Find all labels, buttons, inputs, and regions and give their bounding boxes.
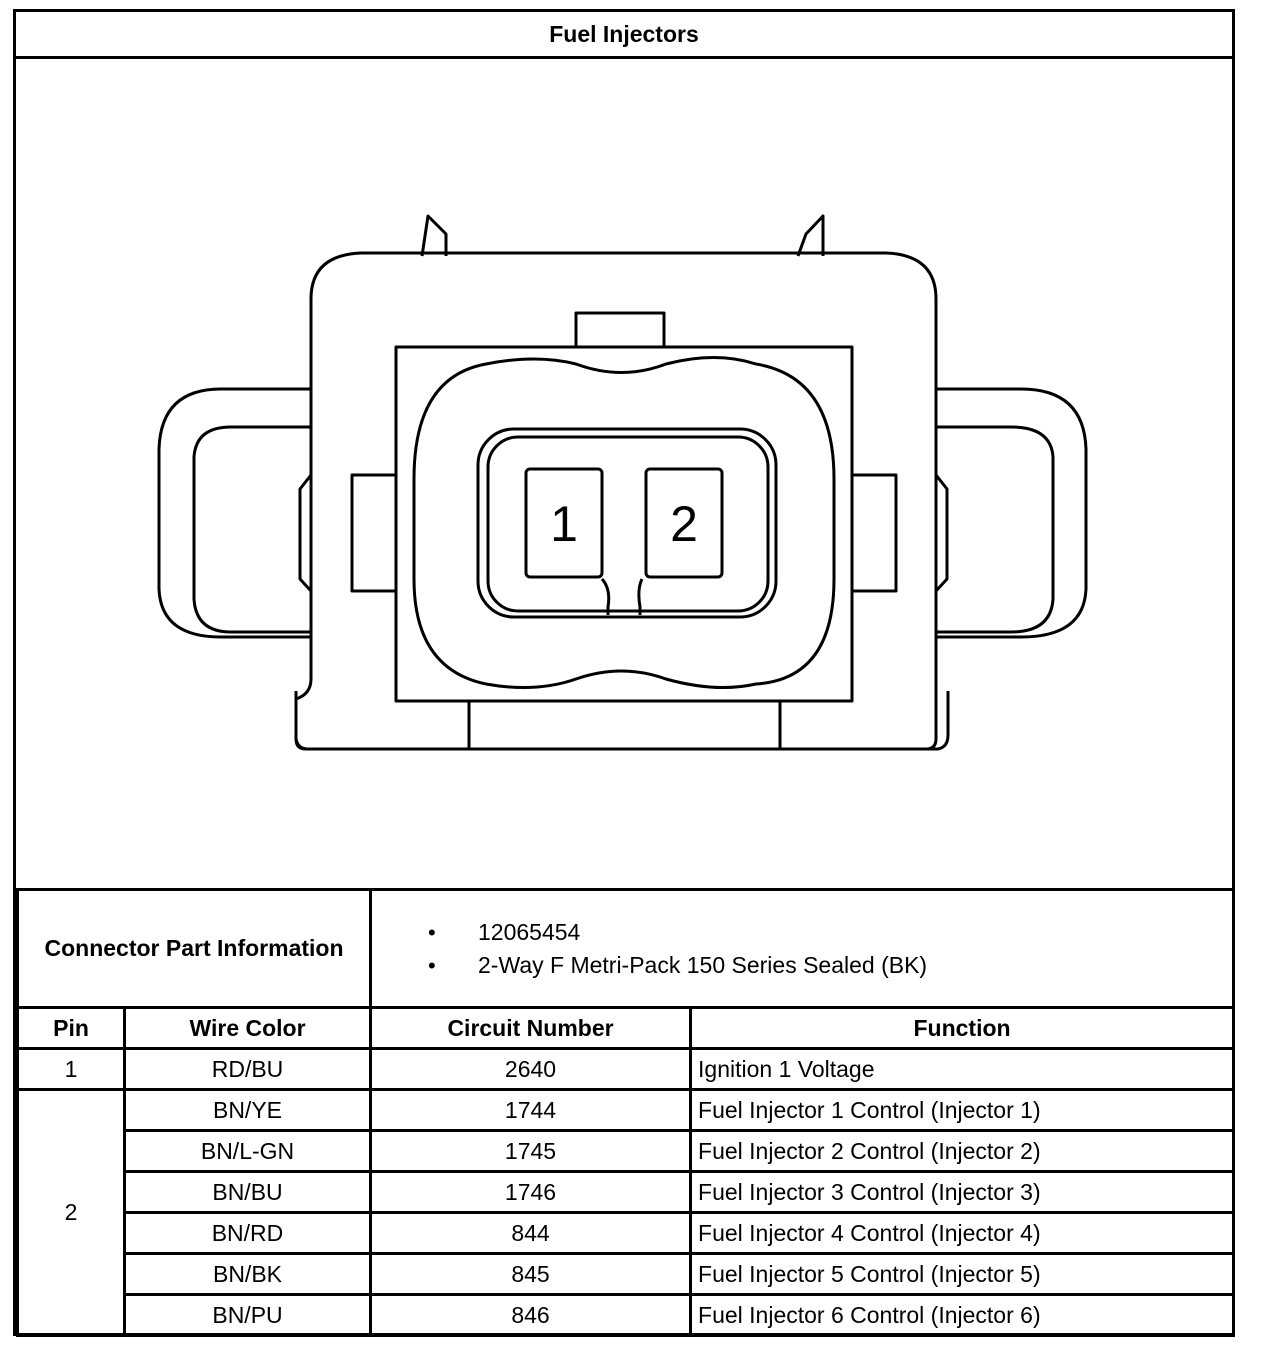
connector-housing <box>296 253 936 749</box>
circuit-cell: 844 <box>371 1213 691 1254</box>
part-number: • 12065454 <box>378 916 1226 949</box>
table-row <box>18 1172 1234 1213</box>
function-cell: Ignition 1 Voltage <box>691 1049 1234 1090</box>
pin-cell: 2 <box>18 1090 125 1336</box>
wire-color-cell: BN/PU <box>125 1295 371 1336</box>
wire-color-cell: BN/RD <box>125 1213 371 1254</box>
wire-color-cell: BN/BK <box>125 1254 371 1295</box>
pin-cell: 1 <box>18 1049 125 1090</box>
pin-cavity-block <box>478 429 776 617</box>
header-circuit-number: Circuit Number <box>371 1008 691 1049</box>
connector-sheet <box>13 9 1235 1336</box>
function-cell: Fuel Injector 3 Control (Injector 3) <box>691 1172 1234 1213</box>
top-key <box>576 313 664 347</box>
wire-color-cell: BN/BU <box>125 1172 371 1213</box>
function-cell: Fuel Injector 6 Control (Injector 6) <box>691 1295 1234 1336</box>
part-info-list-cell <box>371 890 1234 1008</box>
connector-diagram <box>16 59 1232 888</box>
table-row <box>18 1049 1234 1090</box>
function-cell: Fuel Injector 5 Control (Injector 5) <box>691 1254 1234 1295</box>
part-info-list <box>378 916 1226 982</box>
function-cell: Fuel Injector 4 Control (Injector 4) <box>691 1213 1234 1254</box>
pinout-table <box>16 888 1235 1337</box>
circuit-cell: 845 <box>371 1254 691 1295</box>
circuit-cell: 846 <box>371 1295 691 1336</box>
table-row <box>18 1131 1234 1172</box>
part-info-row <box>18 890 1234 1008</box>
table-row <box>18 1213 1234 1254</box>
left-lock-tab <box>422 216 446 256</box>
table-header-row <box>18 1008 1234 1049</box>
connector-face <box>396 347 852 701</box>
function-cell: Fuel Injector 2 Control (Injector 2) <box>691 1131 1234 1172</box>
function-cell: Fuel Injector 1 Control (Injector 1) <box>691 1090 1234 1131</box>
pin-2-label: 2 <box>670 496 698 552</box>
circuit-cell: 1746 <box>371 1172 691 1213</box>
part-description: • 2-Way F Metri-Pack 150 Series Sealed (BK) <box>378 949 1226 982</box>
pin-1-label: 1 <box>550 496 578 552</box>
table-row <box>18 1295 1234 1336</box>
circuit-cell: 2640 <box>371 1049 691 1090</box>
left-latch <box>352 475 396 591</box>
header-pin: Pin <box>18 1008 125 1049</box>
header-wire-color: Wire Color <box>125 1008 371 1049</box>
circuit-cell: 1744 <box>371 1090 691 1131</box>
circuit-cell: 1745 <box>371 1131 691 1172</box>
table-row <box>18 1254 1234 1295</box>
right-latch <box>852 475 896 591</box>
wire-color-cell: BN/YE <box>125 1090 371 1131</box>
wire-color-cell: RD/BU <box>125 1049 371 1090</box>
right-lock-tab <box>798 216 823 256</box>
header-function: Function <box>691 1008 1234 1049</box>
wire-color-cell: BN/L-GN <box>125 1131 371 1172</box>
page-title: Fuel Injectors <box>16 12 1232 59</box>
table-row <box>18 1090 1234 1131</box>
part-info-label: Connector Part Information <box>18 890 371 1008</box>
